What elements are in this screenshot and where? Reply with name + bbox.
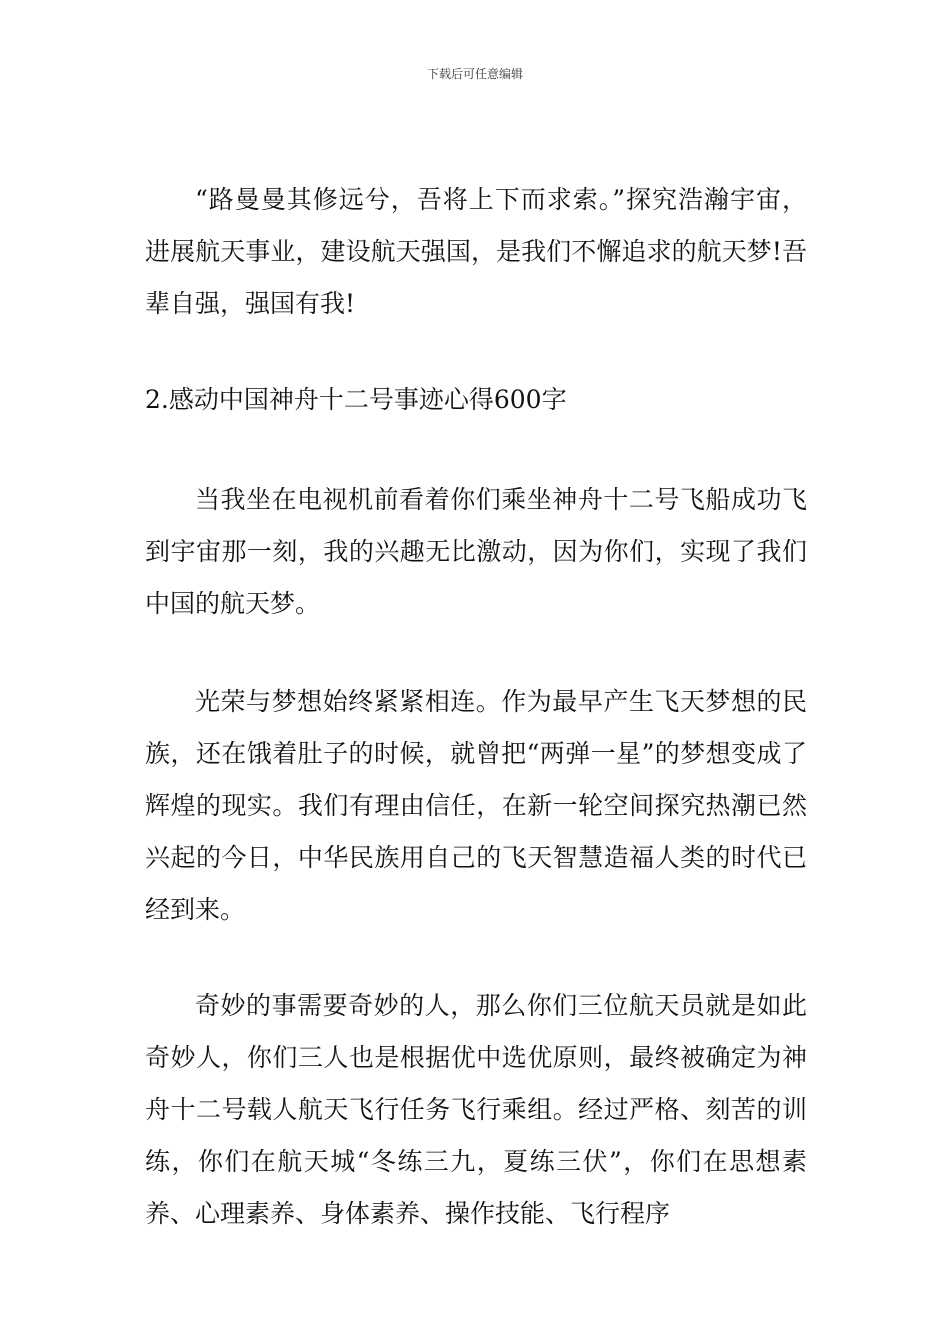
paragraph-intro: “路曼曼其修远兮，吾将上下而求索。”探究浩瀚宇宙，进展航天事业，建设航天强国，是我们不懈追求的航天梦!吾辈自强，强国有我! bbox=[145, 185, 807, 318]
header-note: 下载后可任意编辑 bbox=[426, 67, 523, 81]
section-heading: 2.感动中国神舟十二号事迹心得600字 bbox=[145, 385, 567, 414]
paragraph-astronauts: 奇妙的事需要奇妙的人，那么你们三位航天员就是如此奇妙人，你们三人也是根据优中选优原则，最终被确定为神舟十二号载人航天飞行任务飞行乘组。经过严格、刻苦的训练，你们在航天城“冬练三九，夏练三伏”，你们在思想素养、心理素养、身体素养、操作技能、飞行程序 bbox=[145, 991, 807, 1228]
paragraph-tv-moment: 当我坐在电视机前看着你们乘坐神舟十二号飞船成功飞到宇宙那一刻，我的兴趣无比激动，因为你们，实现了我们中国的航天梦。 bbox=[145, 485, 807, 618]
paragraph-glory-dream: 光荣与梦想始终紧紧相连。作为最早产生飞天梦想的民族，还在饿着肚子的时候，就曾把“两弹一星”的梦想变成了辉煌的现实。我们有理由信任，在新一轮空间探究热潮已然兴起的今日，中华民族用自己的飞天智慧造福人类的时代已经到来。 bbox=[145, 687, 807, 924]
